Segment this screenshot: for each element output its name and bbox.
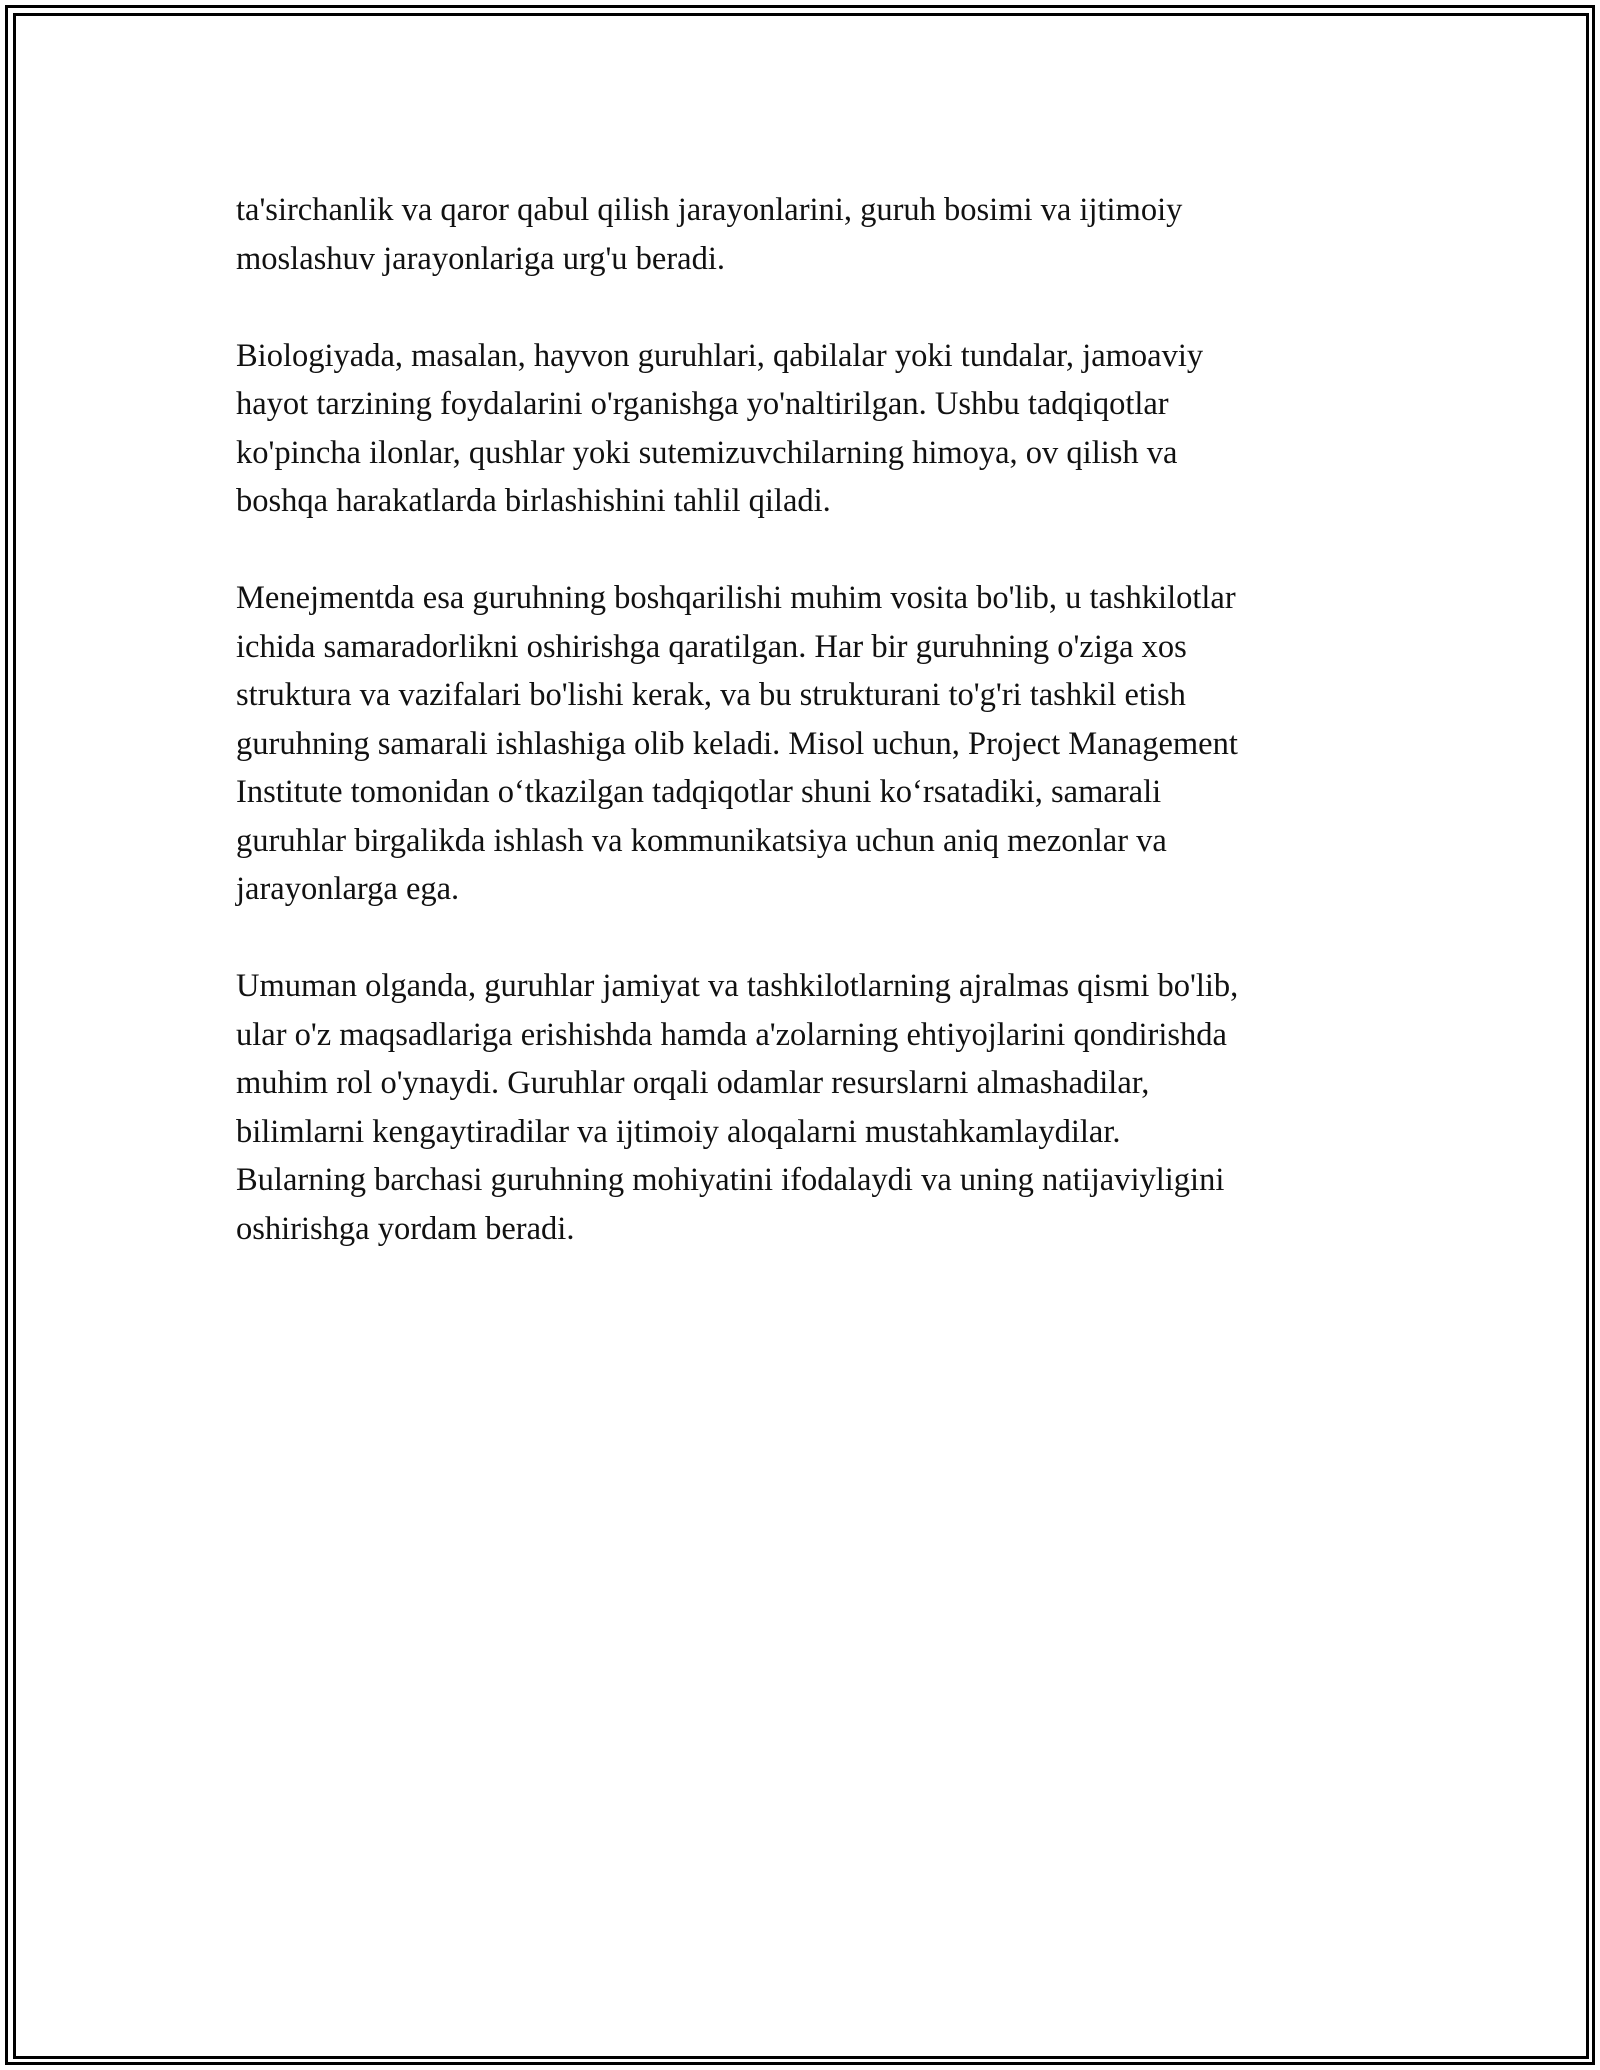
text-line: guruhlar birgalikda ishlash va kommunikatsiya uchun aniq mezonlar va <box>236 822 1167 859</box>
paragraph-2 <box>236 332 1386 526</box>
text-line: ular o'z maqsadlariga erishishda hamda a'zolarning ehtiyojlarini qondirishda <box>236 1016 1227 1053</box>
text-line: guruhning samarali ishlashiga olib keladi. Misol uchun, Project Management <box>236 725 1238 762</box>
text-line: Bularning barchasi guruhning mohiyatini ifodalaydi va uning natijaviyligini <box>236 1162 1225 1198</box>
text-line: moslashuv jarayonlariga urg'u beradi. <box>236 240 726 277</box>
text-line: muhim rol o'ynaydi. Guruhlar orqali odamlar resurslarni almashadilar, <box>236 1065 1150 1101</box>
text-line: struktura va vazifalari bo'lishi kerak, va bu strukturani to'g'ri tashkil etish <box>236 677 1186 713</box>
paragraph-3 <box>236 574 1386 914</box>
text-line: Umuman olganda, guruhlar jamiyat va tashkilotlarning ajralmas qismi bo'lib, <box>236 968 1239 1004</box>
text-line: bilimlarni kengaytiradilar va ijtimoiy aloqalarni mustahkamlaydilar. <box>236 1113 1121 1150</box>
paragraph-1 <box>236 186 1386 283</box>
paragraph-4 <box>236 962 1386 1253</box>
text-line: ichida samaradorlikni oshirishga qaratilgan. Har bir guruhning o'ziga xos <box>236 628 1187 665</box>
text-line: Menejmentda esa guruhning boshqarilishi muhim vosita bo'lib, u tashkilotlar <box>236 580 1236 616</box>
text-line: hayot tarzining foydalarini o'rganishga yo'naltirilgan. Ushbu tadqiqotlar <box>236 386 1169 422</box>
text-line: boshqa harakatlarda birlashishini tahlil qiladi. <box>236 483 831 519</box>
text-line: jarayonlarga ega. <box>236 871 460 907</box>
text-line: ko'pincha ilonlar, qushlar yoki sutemizuvchilarning himoya, ov qilish va <box>236 434 1178 471</box>
text-line: oshirishga yordam beradi. <box>236 1210 575 1247</box>
text-line: Institute tomonidan o‘tkazilgan tadqiqotlar shuni ko‘rsatadiki, samarali <box>236 774 1162 810</box>
text-line: Biologiyada, masalan, hayvon guruhlari, qabilalar yoki tundalar, jamoaviy <box>236 337 1204 374</box>
text-line: ta'sirchanlik va qaror qabul qilish jarayonlarini, guruh bosimi va ijtimoiy <box>236 192 1183 228</box>
document-body <box>236 186 1386 1302</box>
